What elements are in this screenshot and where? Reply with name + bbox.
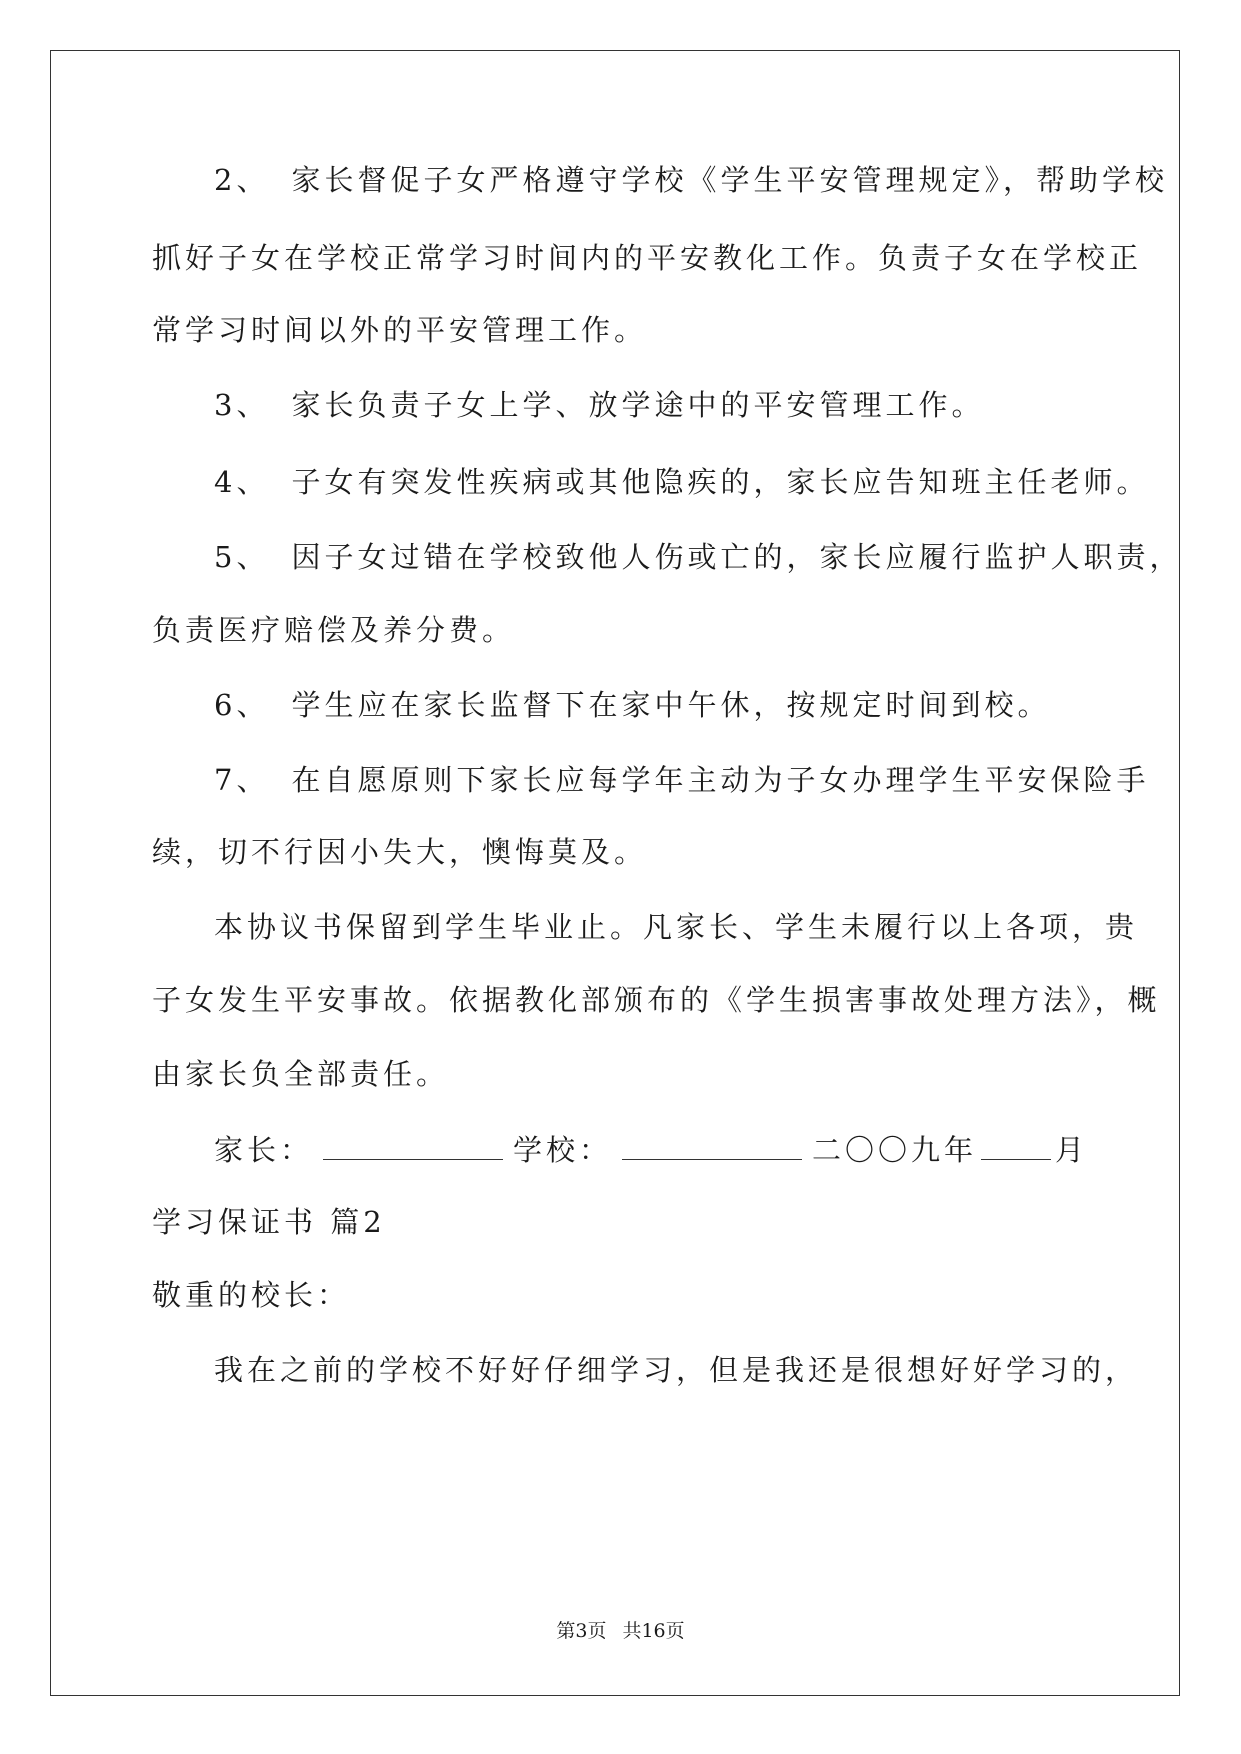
item-number: 4、: [214, 465, 270, 499]
paragraph-text: 家长负责子女上学、放学途中的平安管理工作。: [291, 388, 985, 422]
school-label: 学校：: [513, 1133, 613, 1167]
month-label: 月: [1055, 1133, 1089, 1167]
page-number: 第3页: [556, 1620, 607, 1642]
section-title: 学习保证书 篇2: [152, 1205, 386, 1239]
paragraph-2-line-1: [214, 160, 1168, 200]
paragraph-text: 在自愿原则下家长应每学年主动为子女办理学生平安保险手: [291, 763, 1150, 797]
paragraph-6-line-1: [214, 685, 1050, 725]
page-footer: [0, 1616, 1241, 1643]
item-number: 5、: [214, 540, 270, 574]
item-number: 3、: [214, 388, 270, 422]
salutation: 敬重的校长：: [152, 1278, 351, 1312]
paragraph-text: 因子女过错在学校致他人伤或亡的，家长应履行监护人职责，: [291, 540, 1183, 574]
signature-line: [214, 1130, 1088, 1170]
paragraph-3-line-1: [214, 385, 984, 425]
parent-label: 家长：: [214, 1133, 314, 1167]
agreement-line-2: 子女发生平安事故。依据教化部颁布的《学生损害事故处理方法》，概: [152, 983, 1161, 1017]
date-text: 二〇〇九年: [812, 1133, 978, 1167]
paragraph-7-line-1: [214, 760, 1149, 800]
paragraph-4-line-1: [214, 462, 1149, 502]
paragraph-5-line-2: 负责医疗赔偿及养分费。: [152, 613, 516, 647]
section2-body-line-1: 我在之前的学校不好好仔细学习，但是我还是很想好好学习的，: [214, 1353, 1139, 1387]
item-number: 2、: [214, 163, 270, 197]
page-frame: [50, 50, 1183, 1696]
paragraph-text: 子女有突发性疾病或其他隐疾的，家长应告知班主任老师。: [291, 465, 1150, 499]
agreement-line-1: 本协议书保留到学生毕业止。凡家长、学生未履行以上各项，贵: [214, 910, 1139, 944]
item-number: 7、: [214, 763, 270, 797]
item-number: 6、: [214, 688, 270, 722]
paragraph-2-line-2: 抓好子女在学校正常学习时间内的平安教化工作。负责子女在学校正: [152, 241, 1143, 275]
total-pages: 共16页: [622, 1620, 685, 1642]
agreement-line-3: 由家长负全部责任。: [152, 1057, 450, 1091]
paragraph-7-line-2: 续，切不行因小失大，懊悔莫及。: [152, 835, 648, 869]
parent-signature-blank[interactable]: [323, 1131, 503, 1160]
school-signature-blank[interactable]: [622, 1131, 802, 1160]
paragraph-text: 学生应在家长监督下在家中午休，按规定时间到校。: [291, 688, 1051, 722]
paragraph-5-line-1: [214, 537, 1182, 577]
month-blank[interactable]: [981, 1131, 1051, 1160]
paragraph-text: 家长督促子女严格遵守学校《学生平安管理规定》，帮助学校: [291, 163, 1168, 197]
paragraph-2-line-3: 常学习时间以外的平安管理工作。: [152, 313, 648, 347]
